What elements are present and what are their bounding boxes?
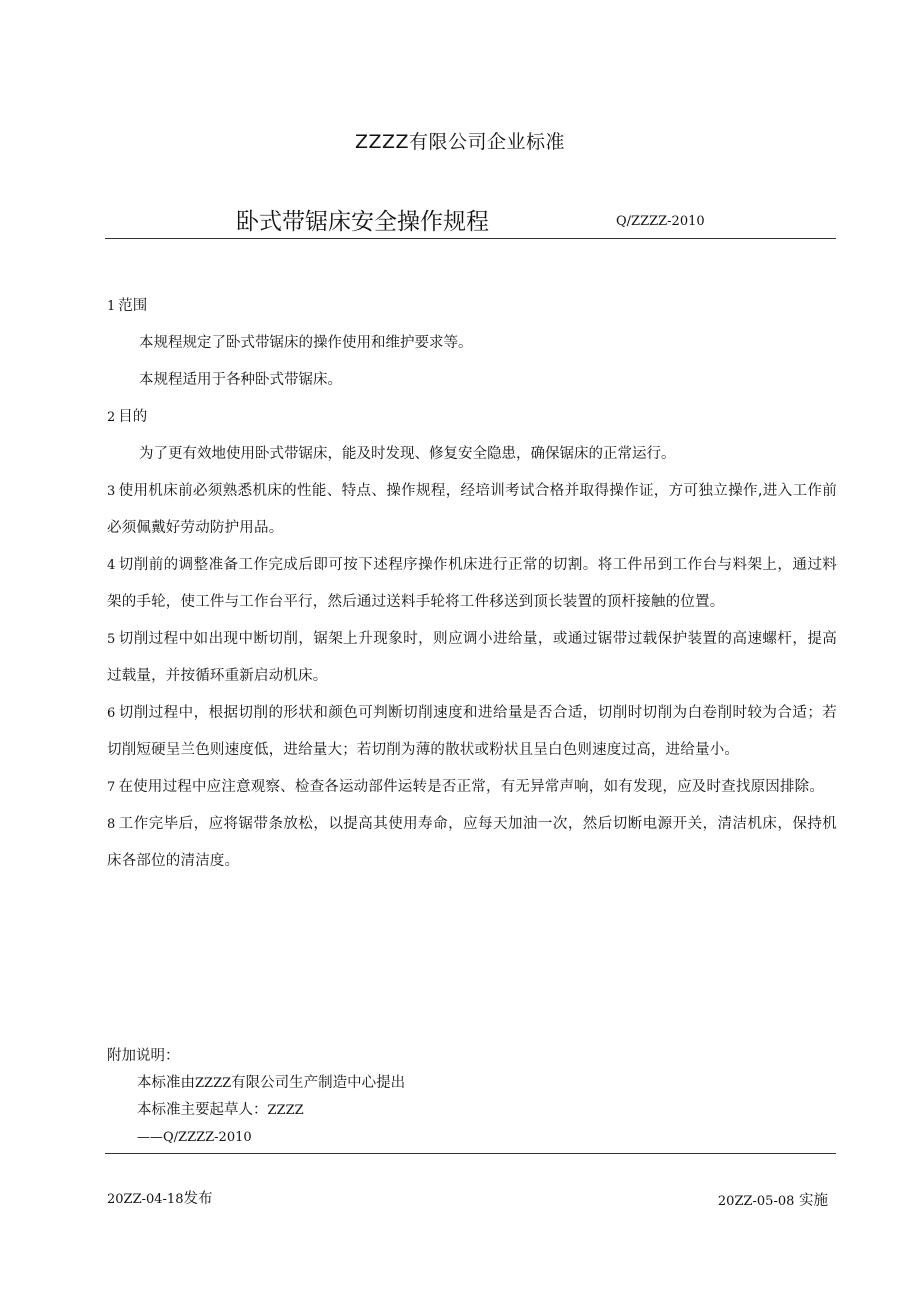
- implementation-date: 20ZZ-05-08 实施: [717, 1193, 828, 1209]
- clause-7: 7 在使用过程中应注意观察、检查各运动部件运转是否正常，有无异常声响，如有发现，应及时查找原因排除。: [107, 779, 825, 795]
- issue-date: 20ZZ-04-18发布: [107, 1191, 213, 1207]
- clause-5: 5 切削过程中如出现中断切削，锯架上升现象时，则应调小进给量，或通过锯带过载保护装置的高速螺杆，提高过载量，并按循环重新启动机床。: [107, 631, 837, 684]
- header-divider: [105, 238, 836, 239]
- appendix-proposer: 本标准由ZZZZ有限公司生产制造中心提出: [137, 1075, 406, 1091]
- company-standard-title: ZZZZ有限公司企业标准: [354, 131, 566, 153]
- appendix-notes: [107, 1043, 807, 1151]
- document-body: [107, 288, 837, 880]
- footer-divider: [105, 1153, 836, 1154]
- appendix-code-line: ——Q/ZZZZ-2010: [137, 1130, 252, 1145]
- section-scope-heading: 1 范围: [107, 298, 148, 314]
- purpose-line-1: 为了更有效地使用卧式带锯床，能及时发现、修复安全隐患，确保锯床的正常运行。: [139, 446, 676, 462]
- clause-8: 8 工作完毕后，应将锯带条放松，以提高其使用寿命，应每天加油一次，然后切断电源开关，清洁机床，保持机床各部位的清洁度。: [107, 816, 837, 869]
- appendix-heading: 附加说明：: [107, 1048, 180, 1064]
- scope-line-2: 本规程适用于各种卧式带锯床。: [139, 372, 342, 388]
- standard-code: Q/ZZZZ-2010: [616, 214, 705, 229]
- appendix-drafter: 本标准主要起草人：ZZZZ: [137, 1102, 304, 1118]
- scope-line-1: 本规程规定了卧式带锯床的操作使用和维护要求等。: [139, 335, 473, 351]
- section-purpose-heading: 2 目的: [107, 409, 148, 425]
- clause-6: 6 切削过程中，根据切削的形状和颜色可判断切削速度和进给量是否合适，切削时切削为白卷削时较为合适；若切削短硬呈兰色则速度低，进给量大；若切削为薄的散状或粉状且呈白色则速度过高，进给量小。: [107, 705, 837, 758]
- clause-3: 3 使用机床前必须熟悉机床的性能、特点、操作规程，经培训考试合格并取得操作证，方可独立操作,进入工作前必须佩戴好劳动防护用品。: [107, 483, 837, 536]
- clause-4: 4 切削前的调整准备工作完成后即可按下述程序操作机床进行正常的切割。将工件吊到工作台与料架上，通过料架的手轮，使工件与工作台平行，然后通过送料手轮将工件移送到顶长装置的顶杆接触的位置。: [107, 557, 837, 610]
- document-title: 卧式带锯床安全操作规程: [236, 209, 489, 235]
